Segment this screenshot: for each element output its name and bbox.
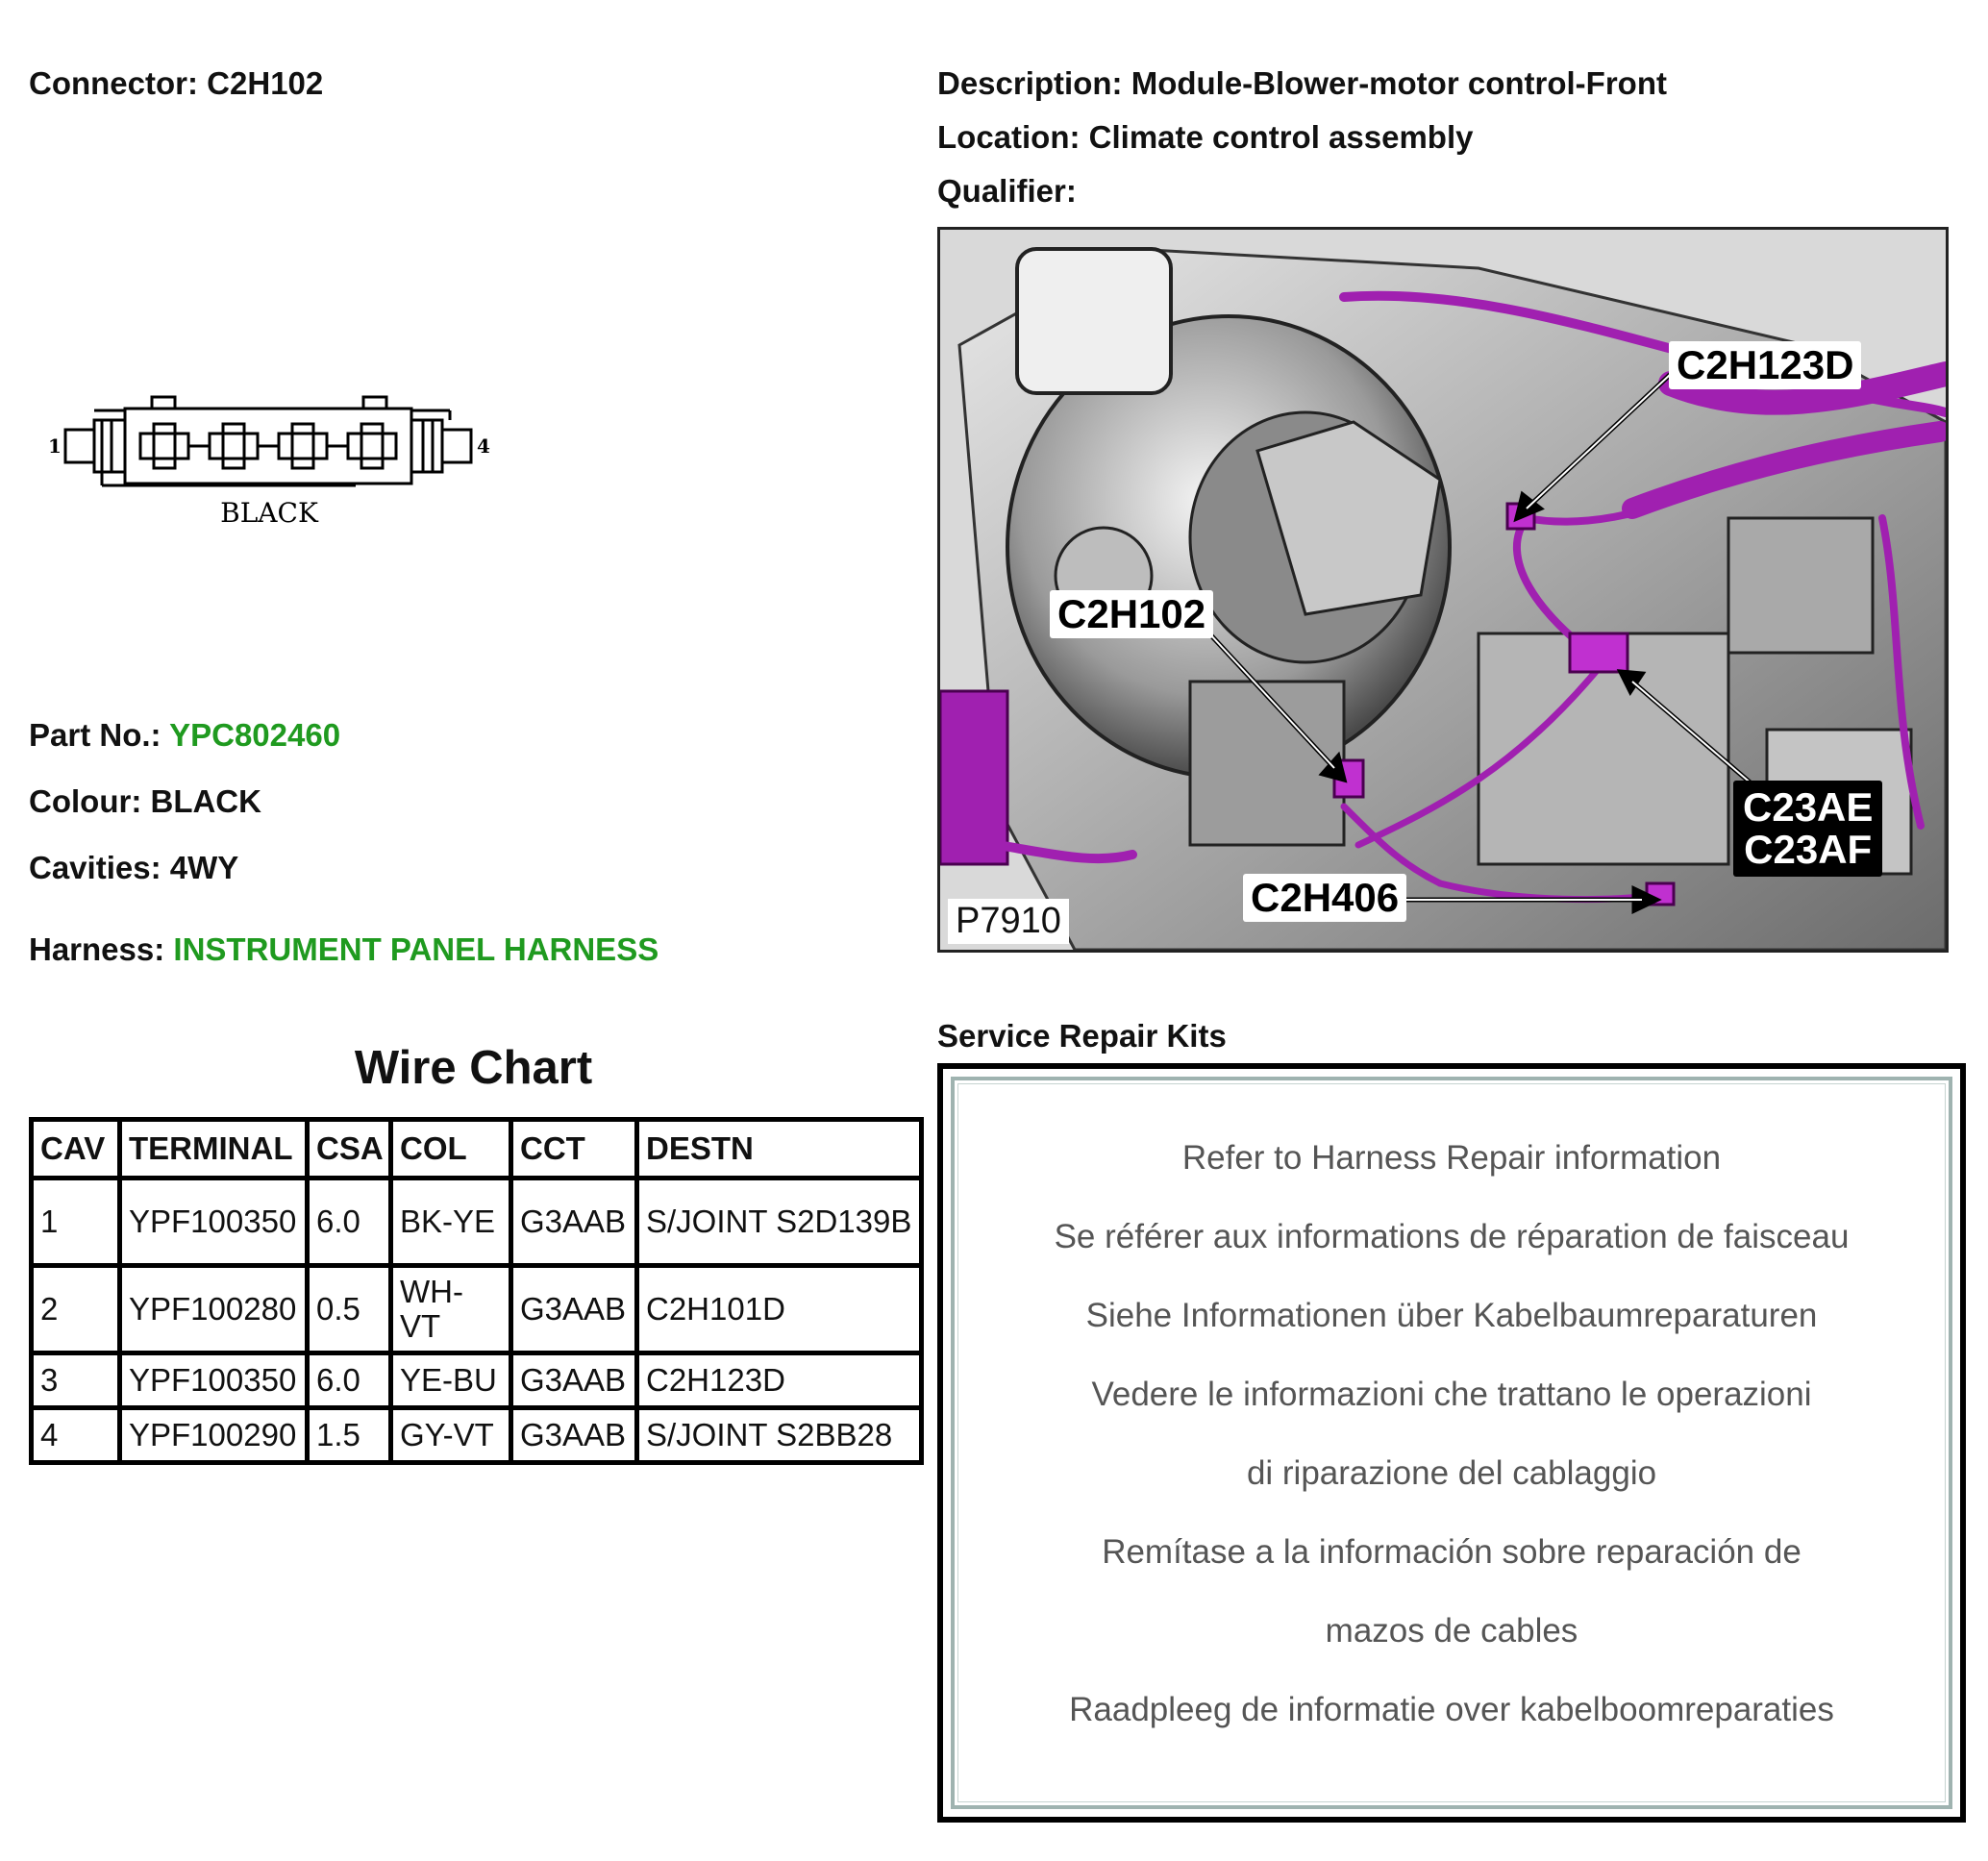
cav-cell: 2 xyxy=(32,1266,120,1353)
table-row xyxy=(32,1266,922,1353)
callout-c23ae-c23af xyxy=(1733,781,1882,877)
callout-c23ae: C23AE xyxy=(1743,784,1874,830)
part-no-field xyxy=(29,719,340,751)
location-value: Climate control assembly xyxy=(1088,119,1474,155)
terminal-cell: YPF100350 xyxy=(120,1353,308,1408)
col-cell: YE-BU xyxy=(391,1353,511,1408)
connector-value: C2H102 xyxy=(207,65,324,101)
connector-face-icon xyxy=(29,389,519,533)
col-cell: GY-VT xyxy=(391,1408,511,1463)
terminal-cell: YPF100350 xyxy=(120,1179,308,1266)
table-row xyxy=(32,1408,922,1463)
wire-chart-title: Wire Chart xyxy=(354,1042,593,1094)
qualifier-field xyxy=(937,175,1077,207)
description-value: Module-Blower-motor control-Front xyxy=(1131,65,1667,101)
colour-caption: BLACK xyxy=(220,497,318,529)
connector-diagram xyxy=(29,389,519,533)
callout-c2h102: C2H102 xyxy=(1050,590,1213,638)
cav-cell: 4 xyxy=(32,1408,120,1463)
cav-cell: 1 xyxy=(32,1179,120,1266)
repair-info-line: Se référer aux informations de réparation de faisceau xyxy=(1054,1218,1850,1255)
colour-label: Colour: xyxy=(29,783,142,819)
location-label: Location: xyxy=(937,119,1081,155)
colour-field xyxy=(29,785,261,817)
table-header-row xyxy=(32,1120,922,1179)
location-photo xyxy=(937,227,1949,953)
csa-cell: 6.0 xyxy=(308,1353,391,1408)
repair-kits-panel xyxy=(937,1063,1966,1823)
column-header: CCT xyxy=(511,1120,637,1179)
csa-cell: 1.5 xyxy=(308,1408,391,1463)
description-label: Description: xyxy=(937,65,1123,101)
csa-cell: 0.5 xyxy=(308,1266,391,1353)
cavities-value: 4WY xyxy=(169,850,239,885)
cct-cell: G3AAB xyxy=(511,1353,637,1408)
cavities-field xyxy=(29,852,238,883)
harness-label: Harness: xyxy=(29,931,165,967)
wire-chart-table xyxy=(29,1117,924,1465)
terminal-cell: YPF100290 xyxy=(120,1408,308,1463)
callout-c23af: C23AF xyxy=(1744,827,1873,873)
column-header: COL xyxy=(391,1120,511,1179)
repair-info-line: di riparazione del cablaggio xyxy=(1246,1454,1657,1492)
pin-last-label: 4 xyxy=(477,434,490,458)
repair-kits-inner-frame xyxy=(951,1077,1952,1809)
repair-info-line: mazos de cables xyxy=(1325,1612,1578,1650)
connector-label: Connector: xyxy=(29,65,198,101)
csa-cell: 6.0 xyxy=(308,1179,391,1266)
qualifier-label: Qualifier: xyxy=(937,173,1077,209)
location-field xyxy=(937,121,1473,153)
part-no-link[interactable]: YPC802460 xyxy=(169,717,341,753)
callout-c2h406: C2H406 xyxy=(1243,874,1406,922)
part-no-label: Part No.: xyxy=(29,717,162,753)
figure-reference: P7910 xyxy=(948,899,1069,944)
repair-info-line: Vedere le informazioni che trattano le operazioni xyxy=(1091,1376,1812,1413)
cav-cell: 3 xyxy=(32,1353,120,1408)
column-header: TERMINAL xyxy=(120,1120,308,1179)
column-header: CSA xyxy=(308,1120,391,1179)
terminal-cell: YPF100280 xyxy=(120,1266,308,1353)
cct-cell: G3AAB xyxy=(511,1408,637,1463)
repair-info-line: Raadpleeg de informatie over kabelboomreparaties xyxy=(1069,1691,1834,1728)
cavities-label: Cavities: xyxy=(29,850,162,885)
column-header: DESTN xyxy=(637,1120,922,1179)
destn-cell: S/JOINT S2BB28 xyxy=(637,1408,922,1463)
destn-cell: S/JOINT S2D139B xyxy=(637,1179,922,1266)
table-row xyxy=(32,1353,922,1408)
cct-cell: G3AAB xyxy=(511,1266,637,1353)
colour-value: BLACK xyxy=(150,783,261,819)
repair-kits-heading: Service Repair Kits xyxy=(937,1018,1227,1054)
connector-field xyxy=(29,67,323,99)
callout-c2h123d: C2H123D xyxy=(1669,341,1861,389)
column-header: CAV xyxy=(32,1120,120,1179)
destn-cell: C2H101D xyxy=(637,1266,922,1353)
table-row xyxy=(32,1179,922,1266)
repair-info-line: Refer to Harness Repair information xyxy=(1181,1139,1722,1177)
pin-first-label: 1 xyxy=(48,434,62,458)
harness-field xyxy=(29,933,659,965)
col-cell: BK-YE xyxy=(391,1179,511,1266)
repair-info-line: Remítase a la información sobre reparación de xyxy=(1102,1533,1802,1571)
repair-info-line: Siehe Informationen über Kabelbaumreparaturen xyxy=(1085,1297,1818,1334)
col-cell: WH-VT xyxy=(391,1266,511,1353)
description-field xyxy=(937,67,1667,99)
destn-cell: C2H123D xyxy=(637,1353,922,1408)
harness-link[interactable]: INSTRUMENT PANEL HARNESS xyxy=(173,931,659,967)
cct-cell: G3AAB xyxy=(511,1179,637,1266)
